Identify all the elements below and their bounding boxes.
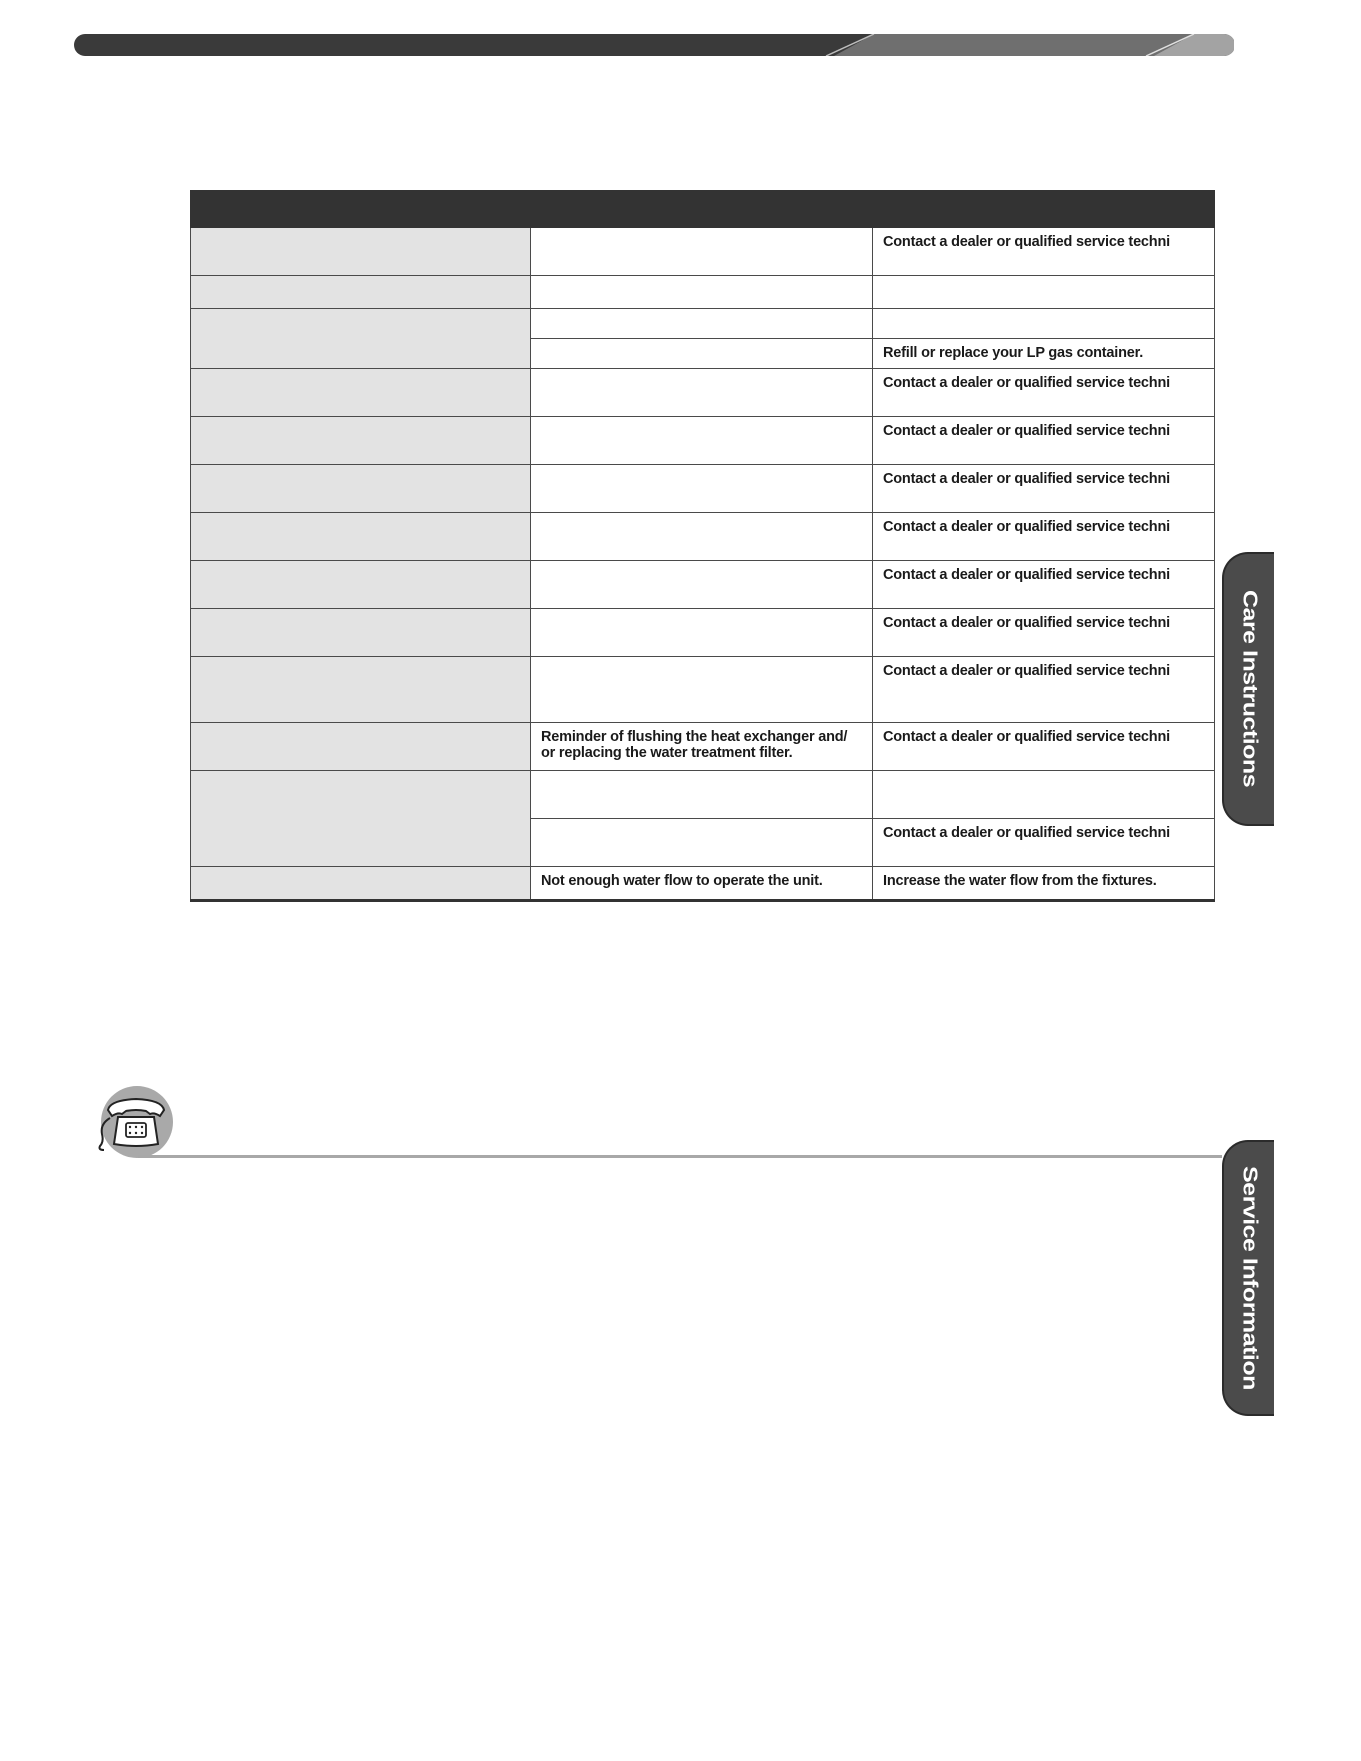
table-row	[191, 513, 1215, 561]
code-cell	[191, 465, 531, 513]
cause-cell	[531, 657, 873, 723]
cause-cell	[531, 339, 873, 369]
service-information-tab[interactable]	[1222, 1140, 1274, 1416]
header-cell-code	[191, 191, 531, 228]
cause-cell	[531, 369, 873, 417]
remedy-cell: Contact a dealer or qualified service techni	[873, 465, 1215, 513]
cause-cell	[531, 417, 873, 465]
troubleshooting-table	[190, 190, 1215, 902]
remedy-cell: Contact a dealer or qualified service techni	[873, 369, 1215, 417]
cause-cell	[531, 771, 873, 819]
remedy-cell: Increase the water flow from the fixtures.	[873, 867, 1215, 901]
remedy-cell: Contact a dealer or qualified service techni	[873, 723, 1215, 771]
table-header-row	[191, 191, 1215, 228]
remedy-cell: Contact a dealer or qualified service techni	[873, 417, 1215, 465]
remedy-cell: Contact a dealer or qualified service techni	[873, 228, 1215, 276]
cause-cell	[531, 561, 873, 609]
cause-cell	[531, 276, 873, 309]
remedy-cell	[873, 309, 1215, 339]
telephone-icon	[94, 1084, 174, 1164]
care-instructions-tab[interactable]	[1222, 552, 1274, 826]
table-row	[191, 369, 1215, 417]
cause-cell	[531, 465, 873, 513]
code-cell	[191, 513, 531, 561]
cause-cell	[531, 309, 873, 339]
code-cell	[191, 417, 531, 465]
remedy-cell: Contact a dealer or qualified service techni	[873, 819, 1215, 867]
cause-cell	[531, 819, 873, 867]
remedy-cell	[873, 276, 1215, 309]
code-cell	[191, 609, 531, 657]
cause-cell	[531, 228, 873, 276]
code-cell	[191, 657, 531, 723]
remedy-cell: Contact a dealer or qualified service techni	[873, 609, 1215, 657]
service-section-rule	[138, 1155, 1222, 1158]
care-instructions-tab-label: Care Instructions	[1237, 590, 1261, 788]
table-row	[191, 309, 1215, 339]
table-row	[191, 867, 1215, 901]
table-row	[191, 771, 1215, 819]
table-row	[191, 561, 1215, 609]
table-row	[191, 609, 1215, 657]
table-row	[191, 228, 1215, 276]
cause-cell	[531, 513, 873, 561]
code-cell	[191, 723, 531, 771]
code-cell	[191, 369, 531, 417]
service-information-tab-label: Service Information	[1237, 1166, 1261, 1390]
table-row	[191, 276, 1215, 309]
code-cell	[191, 276, 531, 309]
remedy-cell	[873, 771, 1215, 819]
code-cell	[191, 561, 531, 609]
table-row	[191, 657, 1215, 723]
code-cell	[191, 228, 531, 276]
remedy-cell: Contact a dealer or qualified service techni	[873, 513, 1215, 561]
code-cell	[191, 771, 531, 867]
header-cell-remedy	[873, 191, 1215, 228]
cause-cell: Not enough water flow to operate the unit.	[531, 867, 873, 901]
code-cell	[191, 867, 531, 901]
remedy-cell: Contact a dealer or qualified service techni	[873, 657, 1215, 723]
cause-cell	[531, 609, 873, 657]
table-row	[191, 723, 1215, 771]
remedy-cell: Refill or replace your LP gas container.	[873, 339, 1215, 369]
header-decorative-bar	[74, 34, 1234, 56]
cause-cell: Reminder of flushing the heat exchanger and/ or replacing the water treatment filter.	[531, 723, 873, 771]
code-cell	[191, 309, 531, 369]
remedy-cell: Contact a dealer or qualified service techni	[873, 561, 1215, 609]
table-row	[191, 465, 1215, 513]
header-cell-cause	[531, 191, 873, 228]
table-row	[191, 417, 1215, 465]
